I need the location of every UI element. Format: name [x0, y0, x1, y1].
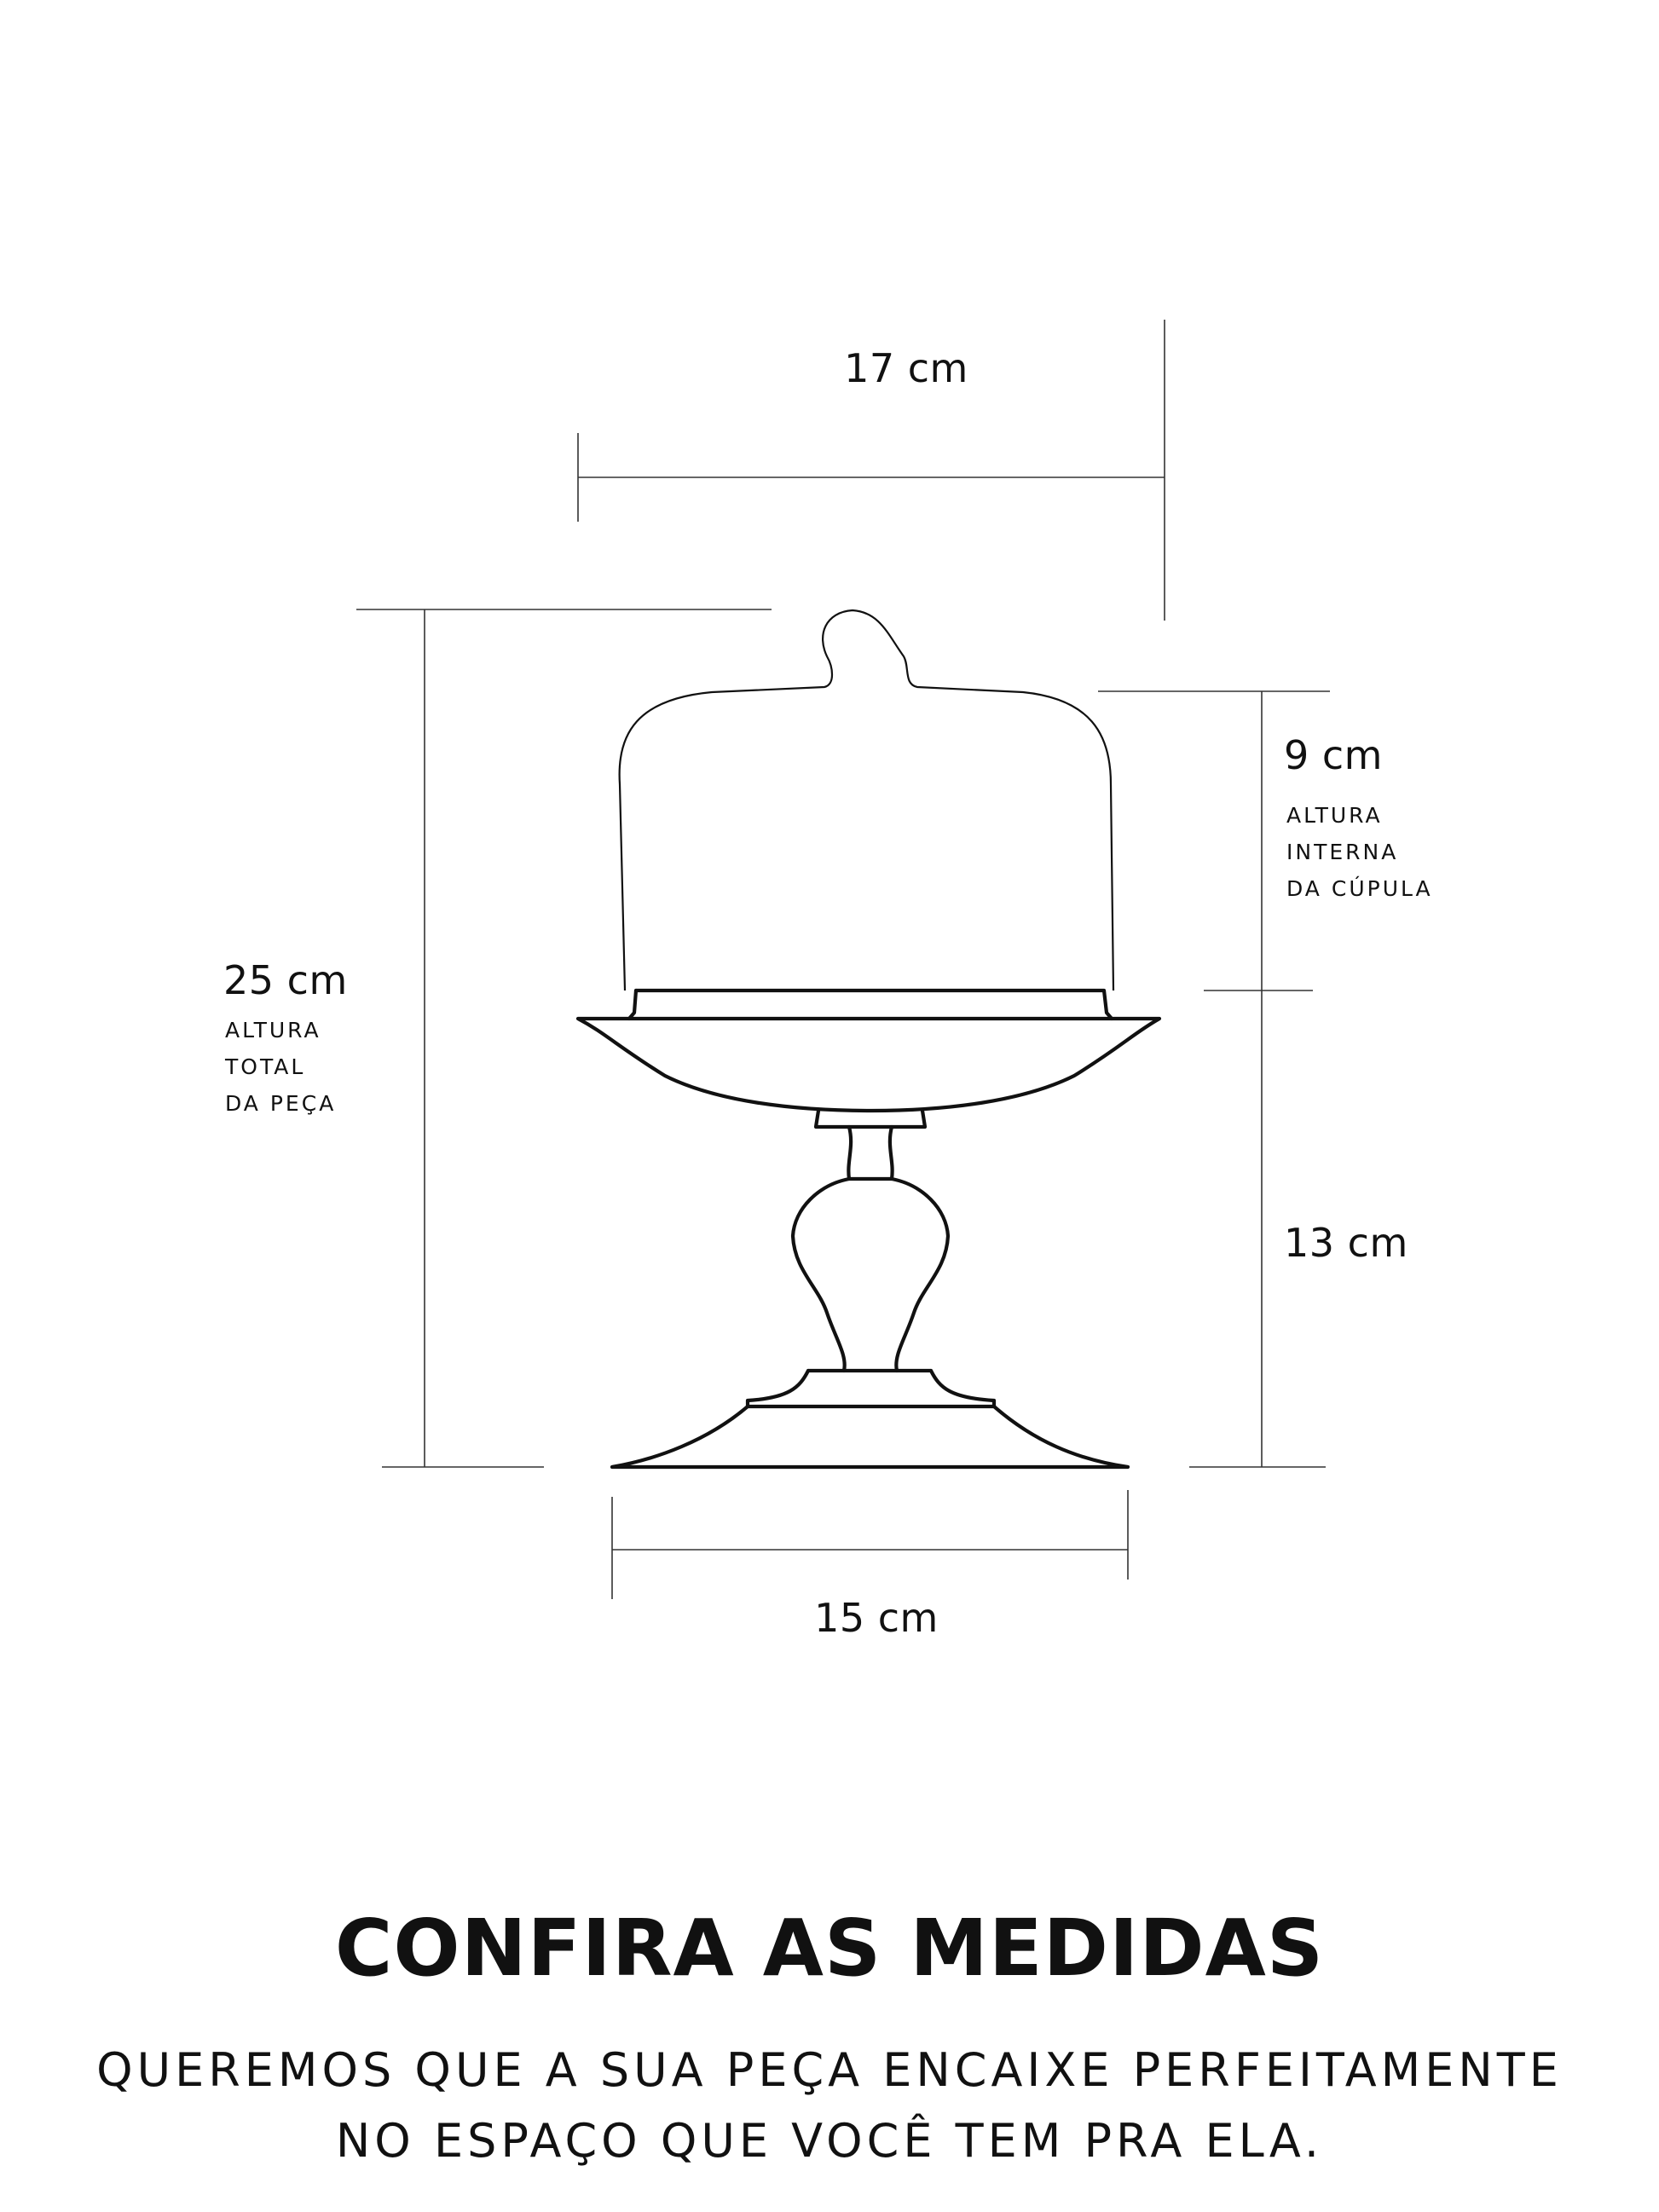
- headline: CONFIRA AS MEDIDAS: [334, 1903, 1325, 1994]
- height-total-note-1: ALTURA: [225, 1018, 321, 1042]
- dimension-total-height: [223, 609, 772, 1467]
- subtitle-line-1: QUEREMOS QUE A SUA PEÇA ENCAIXE PERFEITAMENTE: [96, 2043, 1563, 2097]
- height-total-note-2: TOTAL: [225, 1054, 306, 1079]
- subtitle-line-2: NO ESPAÇO QUE VOCÊ TEM PRA ELA.: [335, 2114, 1324, 2168]
- width-base-label: 15 cm: [814, 1595, 939, 1641]
- dimension-base-width: [612, 1490, 1128, 1641]
- height-dome-note-3: DA CÚPULA: [1286, 876, 1433, 901]
- cake-dome-outline: [620, 610, 1113, 990]
- height-total-label: 25 cm: [223, 957, 348, 1003]
- dimension-right-heights: [1098, 691, 1433, 1467]
- height-stand-label: 13 cm: [1284, 1220, 1408, 1266]
- height-dome-note-2: INTERNA: [1286, 840, 1399, 864]
- cake-plate-outline: [578, 990, 1159, 1111]
- dimension-top-width: [578, 320, 1165, 621]
- cake-stand-foot-outline: [612, 1371, 1128, 1467]
- height-dome-note-1: ALTURA: [1286, 803, 1383, 828]
- cake-stand-stem-outline: [793, 1111, 948, 1371]
- height-total-note-3: DA PEÇA: [225, 1091, 337, 1116]
- width-top-label: 17 cm: [844, 345, 968, 391]
- height-dome-label: 9 cm: [1284, 732, 1383, 778]
